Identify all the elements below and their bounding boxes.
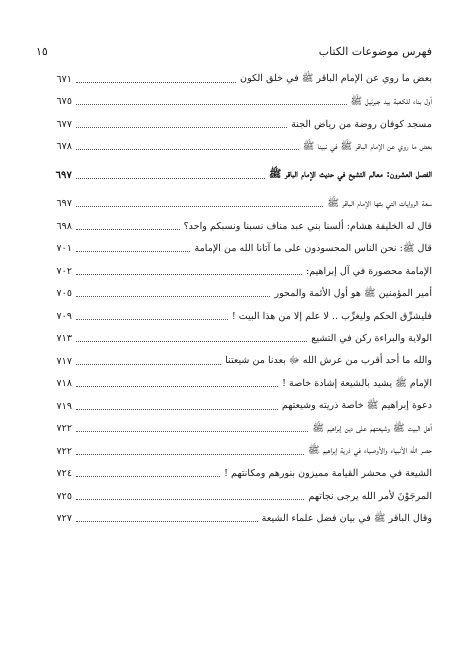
dot-leader <box>76 296 270 297</box>
entry-title: قال ﷺ: نحن الناس المحسودون على ما آتانا الله من الإمامة <box>194 242 432 254</box>
page-number: ١٥ <box>36 44 48 58</box>
entry-page-number: ٧٠٩ <box>56 310 72 322</box>
toc-entry-row <box>36 440 432 463</box>
entry-title: الشيعة في محشر القيامة مميزون بنورهم ومكانتهم ! <box>224 468 432 480</box>
toc-entry-row <box>36 113 432 136</box>
entry-page-number: ٦٧١ <box>56 73 72 85</box>
toc-entry-row <box>36 463 432 486</box>
header-title: فهرس موضوعات الكتاب <box>318 44 432 58</box>
chapter-heading-row <box>36 164 432 187</box>
toc-entry-row <box>36 91 432 114</box>
toc-entry-row <box>36 350 432 373</box>
dot-leader <box>76 229 180 230</box>
entry-title: فليشرِّق الحكم وليغرِّب .. لا علم إلا من هذا البيت ! <box>231 310 432 322</box>
entry-page-number: ٧١٨ <box>56 378 72 390</box>
toc-entry-row <box>36 193 432 216</box>
dot-leader <box>76 82 236 83</box>
dot-leader <box>76 127 287 128</box>
dot-leader <box>76 251 190 252</box>
entry-page-number: ٧٢٢ <box>56 423 72 435</box>
entry-title: بعض ما روي عن الإمام الباقر ﷺ في خلق الكون <box>240 73 432 85</box>
toc-entry-row <box>36 485 432 508</box>
entry-page-number: ٦٧٥ <box>56 96 72 108</box>
entry-title: أهل البيت ﷺ وشيعتهم على دين إبراهيم ﷺ <box>312 422 432 434</box>
toc-entry-row <box>36 238 432 261</box>
entry-title: أول بناء للكعبة بيد جبرئيل ﷺ <box>350 95 432 107</box>
entry-page-number: ٧١٧ <box>56 355 72 367</box>
entry-page-number: ٦٧٧ <box>56 118 72 130</box>
dot-leader <box>76 274 302 275</box>
entry-title: سعة الروايات التي بثها الإمام الباقر ﷺ <box>327 197 432 209</box>
page-header <box>36 42 432 60</box>
toc-entry-row <box>36 215 432 238</box>
dot-leader <box>76 178 265 179</box>
entry-title: مسجد كوفان روضة من رياض الجنة <box>291 118 432 130</box>
entry-title: حصر الله الأنبياء والأوصياء في ذرية إبراهيم ﷺ <box>307 445 432 457</box>
dot-leader <box>76 521 258 522</box>
entry-page-number: ٧٠٥ <box>56 288 72 300</box>
dot-leader <box>76 341 307 342</box>
entry-page-number: ٧٢٢ <box>56 445 72 457</box>
toc-entry-row <box>36 260 432 283</box>
entry-title: وقال الباقر ﷺ في بيان فضل علماء الشيعة <box>261 512 432 524</box>
toc-entry-row <box>36 283 432 306</box>
toc-entry-row <box>36 395 432 418</box>
entry-page-number: ٧١٣ <box>56 333 72 345</box>
entry-page-number: ٦٩٨ <box>56 220 72 232</box>
dot-leader <box>76 431 308 432</box>
toc-entry-row <box>36 68 432 91</box>
dot-leader <box>76 319 228 320</box>
dot-leader <box>76 206 323 207</box>
dot-leader <box>76 409 278 410</box>
dot-leader <box>76 499 304 500</box>
entry-page-number: ٧١٩ <box>56 400 72 412</box>
toc-entry-row <box>36 508 432 531</box>
entry-page-number: ٦٩٧ <box>55 169 72 182</box>
toc-entry-row <box>36 305 432 328</box>
toc-entry-row <box>36 373 432 396</box>
chapter-title: الفصل العشرون: معالم التشيع في حديث الإمام الباقر ﷺ <box>269 167 432 180</box>
entry-title: قال له الخليفة هشام: ألسنا بني عبد مناف نسبنا ونسبكم واحد؟ <box>183 220 432 232</box>
entry-page-number: ٧٠٢ <box>56 265 72 277</box>
entry-page-number: ٧٢٤ <box>56 468 72 480</box>
entry-title: دعوة إبراهيم ﷺ خاصة ذريته وشيعتهم <box>281 400 432 412</box>
table-of-contents <box>36 68 432 530</box>
toc-entry-row <box>36 328 432 351</box>
entry-page-number: ٧٢٥ <box>56 490 72 502</box>
toc-entry-row <box>36 418 432 441</box>
entry-page-number: ٦٩٧ <box>56 198 72 210</box>
entry-title: بعض ما روي عن الإمام الباقر ﷺ في نبينا ﷺ <box>302 140 432 152</box>
entry-title: الإمامة محصورة في آل إبراهيم: <box>305 265 432 277</box>
entry-title: الولاية والبراءة ركن في التشيع <box>311 333 432 345</box>
dot-leader <box>76 454 304 455</box>
dot-leader <box>76 149 299 150</box>
toc-entry-row <box>36 136 432 159</box>
entry-title: المرجَوْنَ لأمر الله يرجى نجاتهم <box>308 490 432 502</box>
dot-leader <box>76 476 220 477</box>
entry-title: أمير المؤمنين ﷺ هو أول الأئمة والمحور <box>274 287 432 299</box>
dot-leader <box>76 104 347 105</box>
dot-leader <box>76 364 221 365</box>
entry-page-number: ٧٢٧ <box>56 513 72 525</box>
dot-leader <box>76 386 278 387</box>
entry-page-number: ٧٠١ <box>56 243 72 255</box>
entry-page-number: ٦٧٨ <box>56 141 72 153</box>
entry-title: والله ما أحد أقرب من عرش الله ﷻ بعدنا من شيعتنا <box>225 355 432 367</box>
entry-title: الإمام ﷺ يشيد بالشيعة إشادة خاصة ! <box>282 377 432 389</box>
